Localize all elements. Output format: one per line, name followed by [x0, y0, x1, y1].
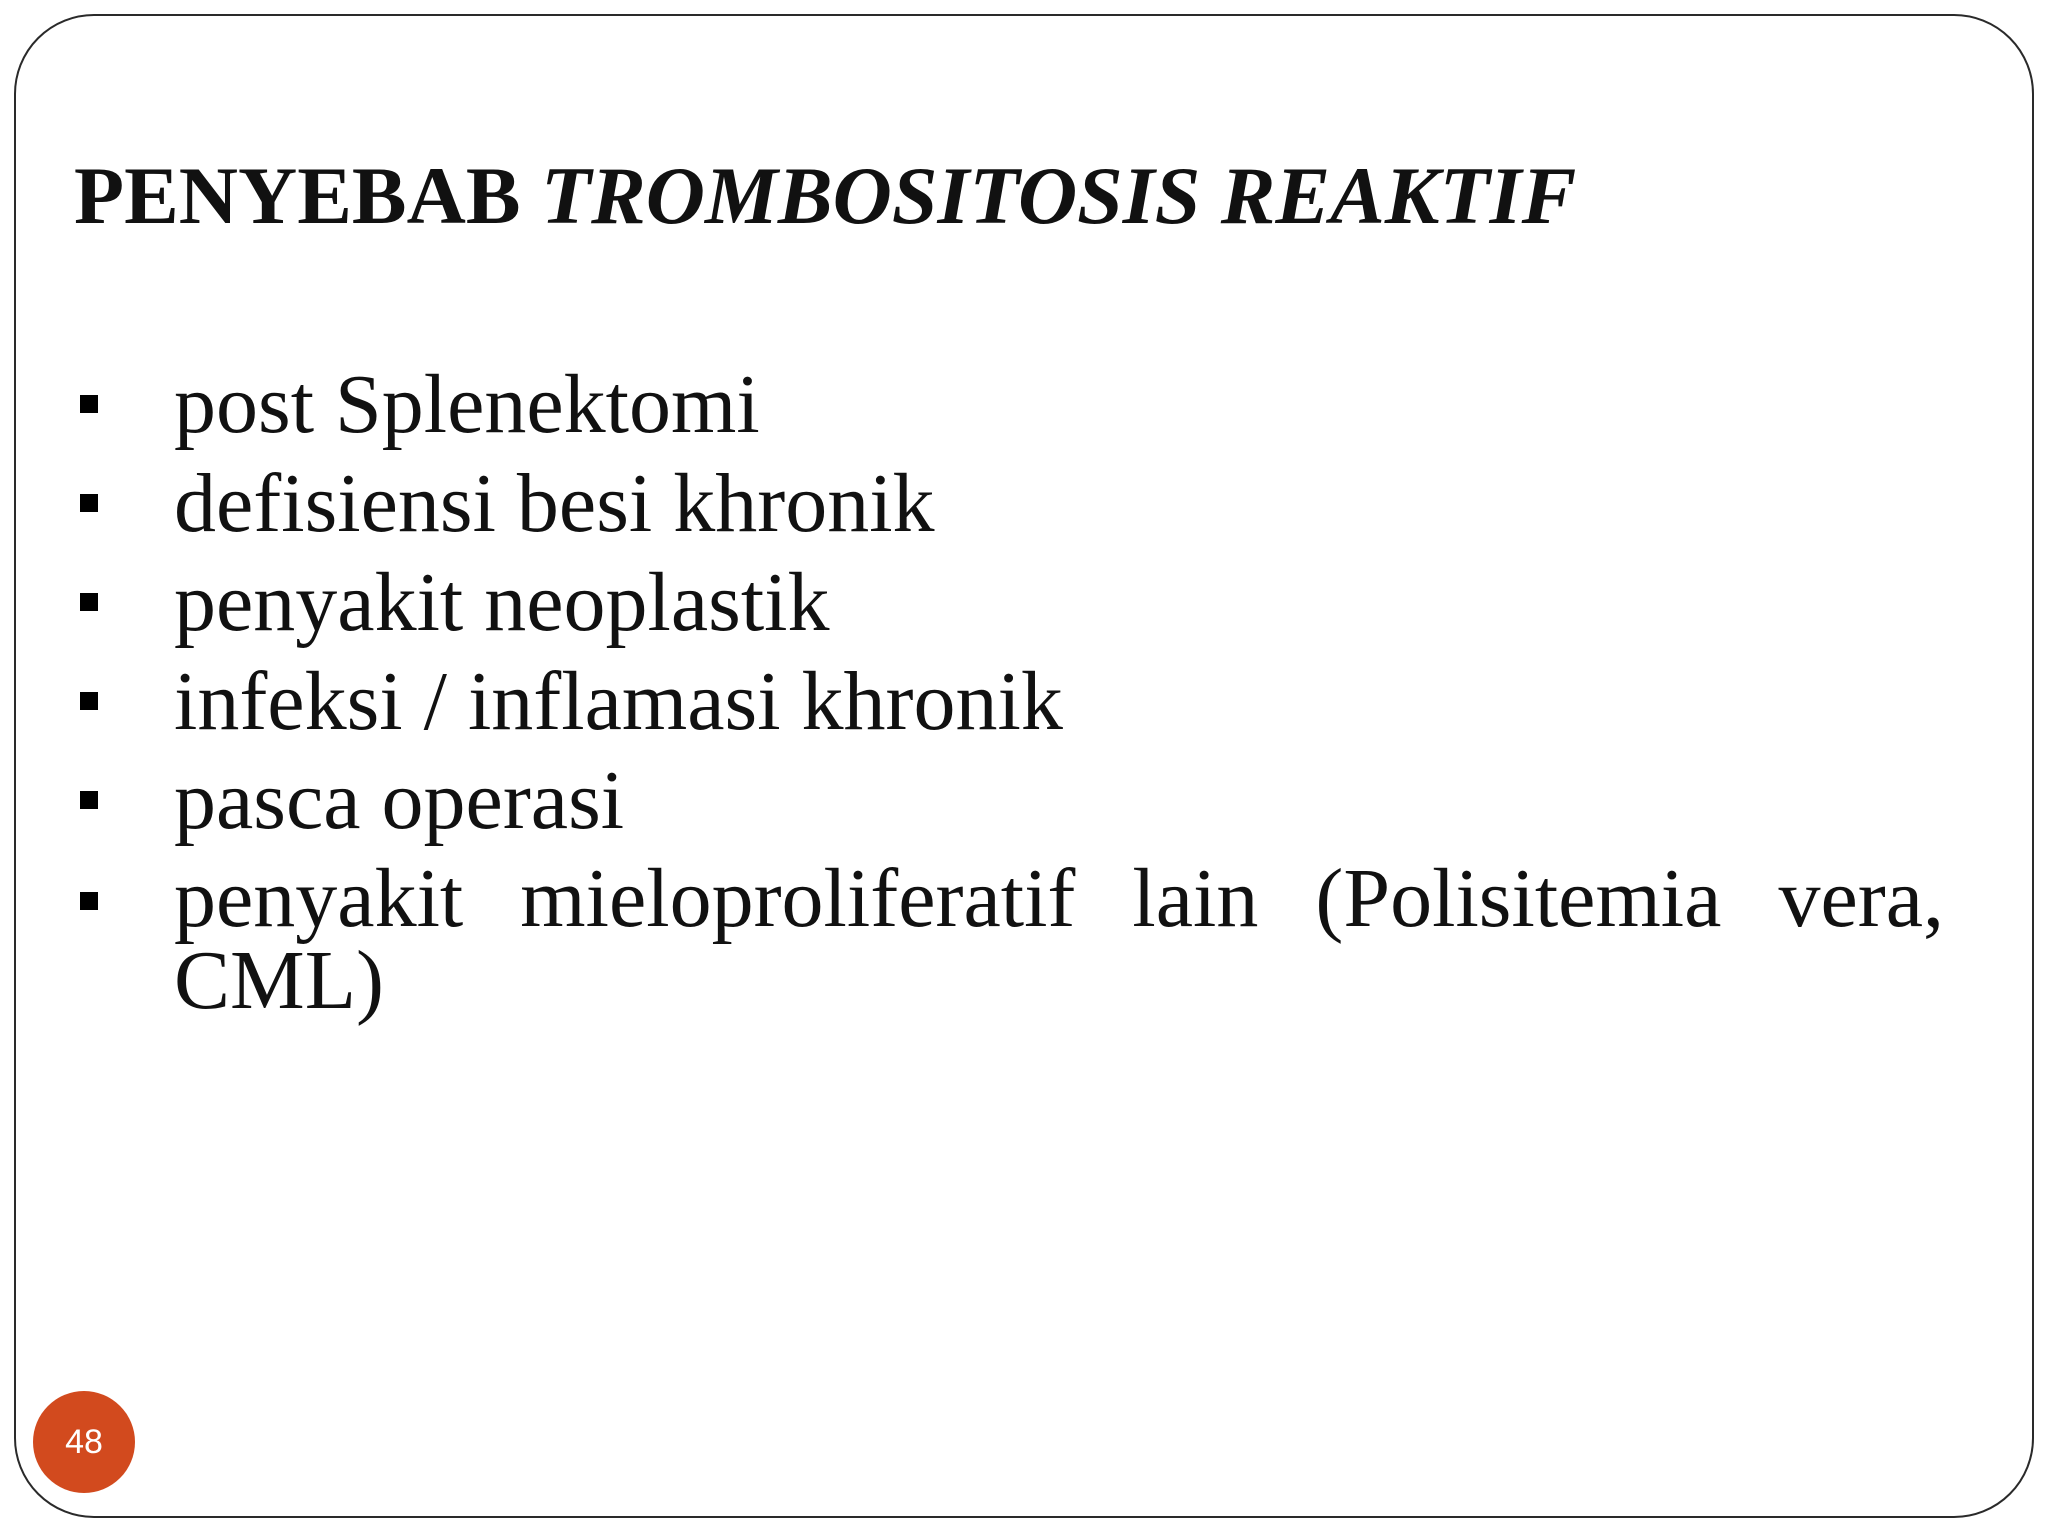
square-bullet-icon [80, 692, 98, 710]
slide-title [74, 150, 1577, 241]
bullet-item-infeksi-inflamasi [74, 652, 1944, 751]
square-bullet-icon [80, 593, 98, 611]
page-number: 48 [65, 1422, 103, 1461]
bullet-text: pasca operasi [174, 754, 625, 847]
bullet-item-mieloproliferatif [74, 852, 1944, 1027]
bullet-text: infeksi / inflamasi khronik [174, 655, 1063, 748]
square-bullet-icon [80, 892, 98, 910]
bullet-item-defisiensi-besi [74, 454, 1944, 553]
square-bullet-icon [80, 791, 98, 809]
bullet-text: defisiensi besi khronik [174, 457, 935, 550]
square-bullet-icon [80, 395, 98, 413]
bullet-text: penyakit neoplastik [174, 556, 830, 649]
square-bullet-icon [80, 494, 98, 512]
bullet-item-pasca-operasi [74, 751, 1944, 850]
title-bold-part: PENYEBAB [74, 150, 542, 241]
bullet-text: post Splenektomi [174, 358, 760, 451]
page-number-badge [33, 1391, 135, 1493]
bullet-item-penyakit-neoplastik [74, 553, 1944, 652]
bullet-list [74, 355, 1944, 1027]
bullet-text: penyakit mieloproliferatif lain (Polisitemia vera, CML) [174, 852, 1944, 1027]
title-italic-part: TROMBOSITOSIS REAKTIF [541, 150, 1577, 241]
bullet-item-post-splenektomi [74, 355, 1944, 454]
